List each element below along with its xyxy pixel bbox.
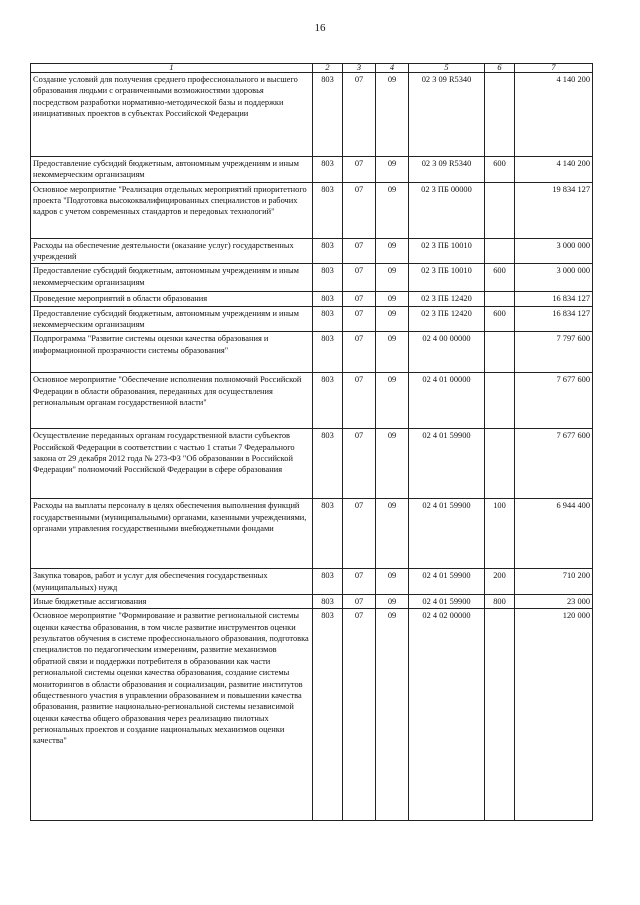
budget-table [30, 63, 593, 821]
amount: 6 944 400 [515, 499, 593, 569]
column-header: 5 [409, 64, 485, 73]
subsection-code: 09 [376, 499, 409, 569]
expense-type: 800 [485, 595, 515, 609]
item-name: Основное мероприятие "Обеспечение исполнения полномочий Российской Федерации в области образования, переданных для осуществления региональным органам государственной власти" [31, 373, 313, 429]
table-row [31, 306, 593, 332]
subsection-code: 09 [376, 157, 409, 183]
target-article: 02 4 00 00000 [409, 332, 485, 373]
expense-type: 600 [485, 306, 515, 332]
expense-type [485, 73, 515, 157]
expense-type [485, 609, 515, 821]
ministry-code: 803 [313, 292, 343, 306]
item-name: Осуществление переданных органам государственной власти субъектов Российской Федерации в соответствии с частью 1 статьи 7 Федерального закона от 29 декабря 2012 года № 273-ФЗ "Об образовании в Российской Федерации" полномочий Российской Федерации в сфере образования [31, 429, 313, 499]
table-row [31, 238, 593, 264]
ministry-code: 803 [313, 157, 343, 183]
item-name: Основное мероприятие "Формирование и развитие региональной системы оценки качества образования, в том числе развитие инструментов оценки результатов обучения в системе профессионального образования, подготовка специалистов по педагогическим измерениям, развитие механизмов обратной связи и поддержки потребителя в образовании как части региональной системы оценки качества образования, создание системы мониторингов в области образования и социализации, развитие институтов общественного участия в управлении образованием и повышении качества образования, развитие национально-региональной системы независимой оценки качества общего образования через реализацию пилотных региональных проектов и создание национальных механизмов оценки качества" [31, 609, 313, 821]
amount: 23 000 [515, 595, 593, 609]
ministry-code: 803 [313, 182, 343, 238]
ministry-code: 803 [313, 264, 343, 292]
table-row [31, 73, 593, 157]
section-code: 07 [343, 182, 376, 238]
section-code: 07 [343, 569, 376, 595]
target-article: 02 4 01 59900 [409, 429, 485, 499]
ministry-code: 803 [313, 499, 343, 569]
table-row [31, 157, 593, 183]
subsection-code: 09 [376, 595, 409, 609]
subsection-code: 09 [376, 264, 409, 292]
table-row [31, 595, 593, 609]
section-code: 07 [343, 499, 376, 569]
column-header: 4 [376, 64, 409, 73]
ministry-code: 803 [313, 429, 343, 499]
table-row [31, 264, 593, 292]
target-article: 02 3 09 R5340 [409, 157, 485, 183]
table-row [31, 292, 593, 306]
section-code: 07 [343, 373, 376, 429]
ministry-code: 803 [313, 332, 343, 373]
table-row [31, 499, 593, 569]
amount: 7 677 600 [515, 429, 593, 499]
expense-type: 600 [485, 157, 515, 183]
item-name: Расходы на обеспечение деятельности (оказание услуг) государственных учреждений [31, 238, 313, 264]
expense-type [485, 429, 515, 499]
column-header: 3 [343, 64, 376, 73]
amount: 16 834 127 [515, 292, 593, 306]
amount: 19 834 127 [515, 182, 593, 238]
subsection-code: 09 [376, 373, 409, 429]
section-code: 07 [343, 73, 376, 157]
ministry-code: 803 [313, 238, 343, 264]
subsection-code: 09 [376, 73, 409, 157]
amount: 120 000 [515, 609, 593, 821]
expense-type [485, 238, 515, 264]
ministry-code: 803 [313, 306, 343, 332]
item-name: Предоставление субсидий бюджетным, автономным учреждениям и иным некоммерческим организациям [31, 306, 313, 332]
target-article: 02 3 ПБ 10010 [409, 238, 485, 264]
item-name: Иные бюджетные ассигнования [31, 595, 313, 609]
subsection-code: 09 [376, 292, 409, 306]
amount: 3 000 000 [515, 238, 593, 264]
table-row [31, 332, 593, 373]
expense-type: 100 [485, 499, 515, 569]
expense-type [485, 292, 515, 306]
table-row [31, 373, 593, 429]
ministry-code: 803 [313, 73, 343, 157]
ministry-code: 803 [313, 373, 343, 429]
table-row [31, 429, 593, 499]
item-name: Закупка товаров, работ и услуг для обеспечения государственных (муниципальных) нужд [31, 569, 313, 595]
ministry-code: 803 [313, 595, 343, 609]
section-code: 07 [343, 595, 376, 609]
expense-type: 600 [485, 264, 515, 292]
amount: 4 140 200 [515, 157, 593, 183]
item-name: Предоставление субсидий бюджетным, автономным учреждениям и иным некоммерческим организациям [31, 264, 313, 292]
section-code: 07 [343, 264, 376, 292]
table-row [31, 609, 593, 821]
amount: 7 797 600 [515, 332, 593, 373]
ministry-code: 803 [313, 609, 343, 821]
target-article: 02 4 02 00000 [409, 609, 485, 821]
ministry-code: 803 [313, 569, 343, 595]
target-article: 02 3 ПБ 00000 [409, 182, 485, 238]
item-name: Создание условий для получения среднего профессионального и высшего образования людьми с ограниченными возможностями здоровья посредством разработки нормативно-методической базы и поддержки инициативных проектов в субъектах Российской Федерации [31, 73, 313, 157]
column-header: 1 [31, 64, 313, 73]
subsection-code: 09 [376, 609, 409, 821]
amount: 7 677 600 [515, 373, 593, 429]
target-article: 02 4 01 59900 [409, 595, 485, 609]
table-row [31, 569, 593, 595]
section-code: 07 [343, 429, 376, 499]
column-header: 2 [313, 64, 343, 73]
amount: 3 000 000 [515, 264, 593, 292]
amount: 710 200 [515, 569, 593, 595]
item-name: Подпрограмма "Развитие системы оценки качества образования и информационной прозрачности системы образования" [31, 332, 313, 373]
target-article: 02 3 09 R5340 [409, 73, 485, 157]
section-code: 07 [343, 306, 376, 332]
subsection-code: 09 [376, 569, 409, 595]
target-article: 02 4 01 59900 [409, 499, 485, 569]
target-article: 02 3 ПБ 10010 [409, 264, 485, 292]
subsection-code: 09 [376, 182, 409, 238]
column-header: 7 [515, 64, 593, 73]
amount: 16 834 127 [515, 306, 593, 332]
item-name: Проведение мероприятий в области образования [31, 292, 313, 306]
section-code: 07 [343, 292, 376, 306]
subsection-code: 09 [376, 306, 409, 332]
section-code: 07 [343, 238, 376, 264]
section-code: 07 [343, 609, 376, 821]
expense-type: 200 [485, 569, 515, 595]
item-name: Предоставление субсидий бюджетным, автономным учреждениям и иным некоммерческим организациям [31, 157, 313, 183]
subsection-code: 09 [376, 238, 409, 264]
target-article: 02 3 ПБ 12420 [409, 306, 485, 332]
expense-type [485, 332, 515, 373]
target-article: 02 3 ПБ 12420 [409, 292, 485, 306]
subsection-code: 09 [376, 332, 409, 373]
item-name: Расходы на выплаты персоналу в целях обеспечения выполнения функций государственными (муниципальными) органами, казенными учреждениями, органами управления государственными внебюджетными фондами [31, 499, 313, 569]
table-header-row [31, 64, 593, 73]
page-number: 16 [314, 22, 326, 34]
section-code: 07 [343, 332, 376, 373]
target-article: 02 4 01 00000 [409, 373, 485, 429]
section-code: 07 [343, 157, 376, 183]
table-row [31, 182, 593, 238]
subsection-code: 09 [376, 429, 409, 499]
expense-type [485, 182, 515, 238]
amount: 4 140 200 [515, 73, 593, 157]
target-article: 02 4 01 59900 [409, 569, 485, 595]
column-header: 6 [485, 64, 515, 73]
item-name: Основное мероприятие "Реализация отдельных мероприятий приоритетного проекта "Подготовка высококвалифицированных специалистов и рабочих кадров с учетом современных стандартов и передовых технологий" [31, 182, 313, 238]
expense-type [485, 373, 515, 429]
